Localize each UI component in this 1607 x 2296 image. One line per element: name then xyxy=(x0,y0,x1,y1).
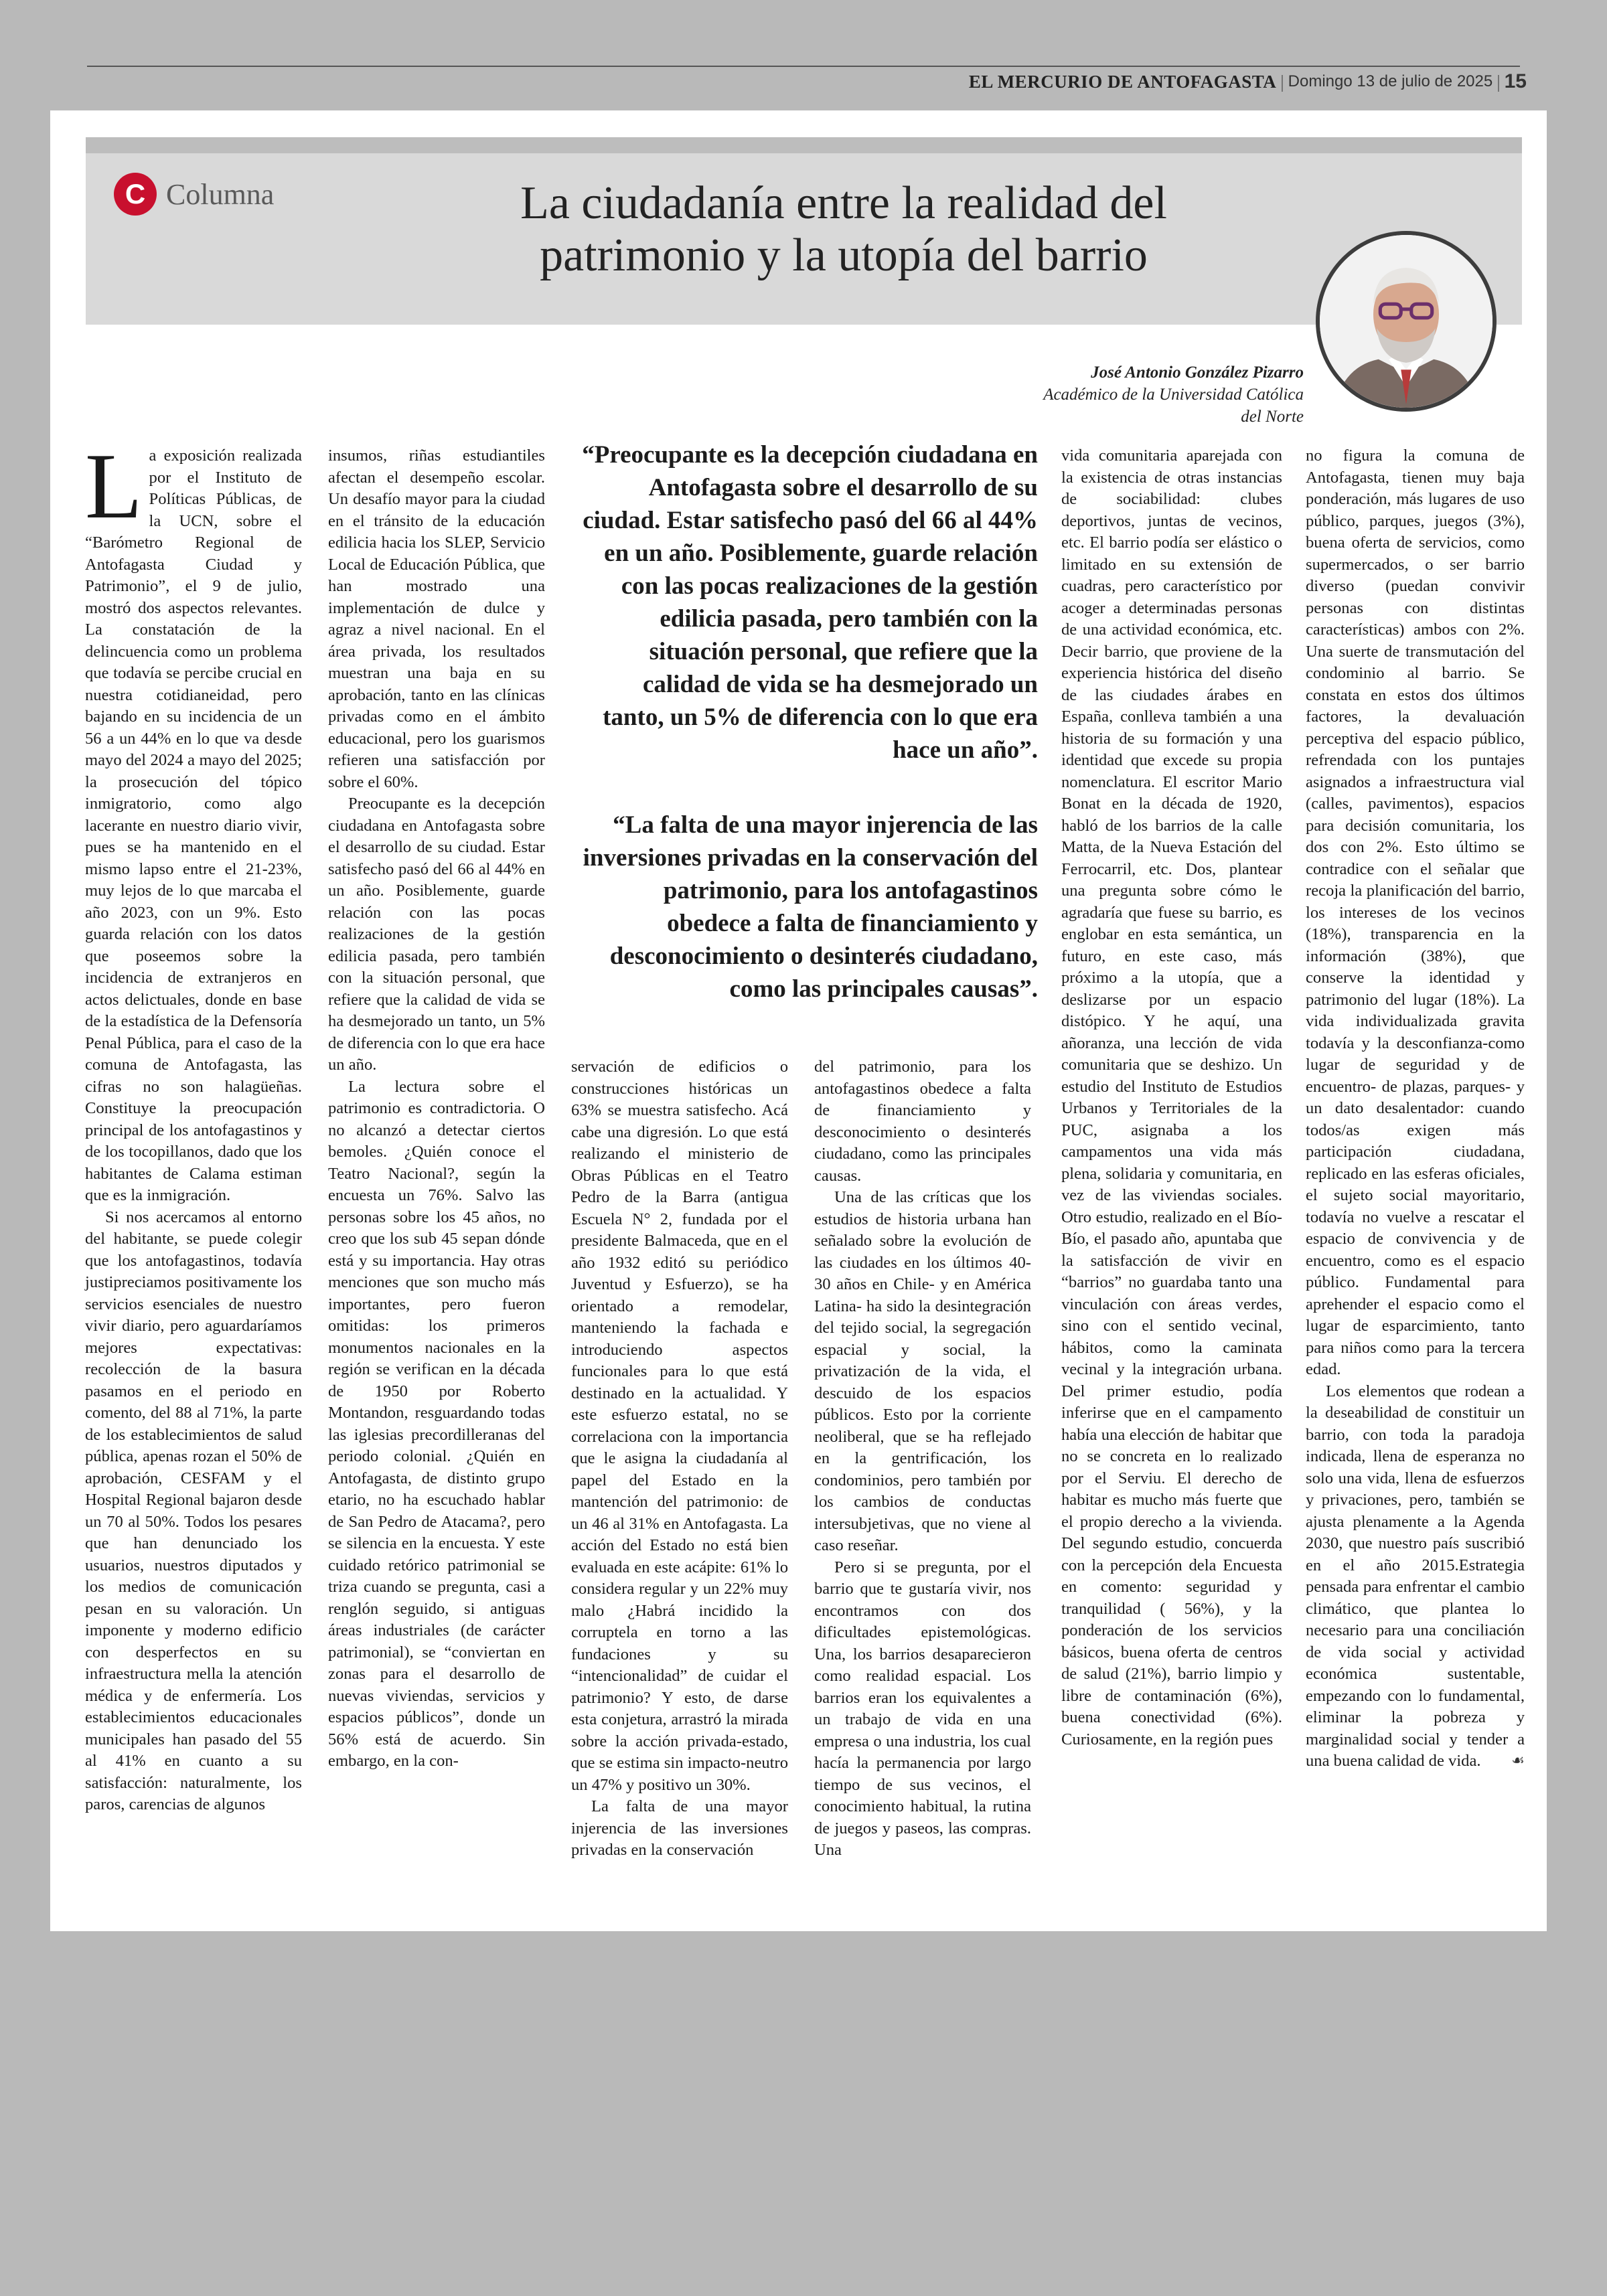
headline-line-1: La ciudadanía entre la realidad del xyxy=(520,177,1167,229)
headline xyxy=(375,177,1312,282)
masthead xyxy=(969,70,1527,93)
paragraph: servación de edificios o construcciones históricas un 63% se muestra satisfecho. Acá cabe una digresión. Lo que está realizando el ministerio de Obras Públicas en el Teatro Pedro de la Barra (antigua Escuela N° 2, fundada por el presidente Balmaceda, que en el año 1932 editó su periódico Juventud y Esfuerzo), se ha orientado a remodelar, manteniendo la fachada e introduciendo aspectos funcionales para lo que está destinado en la actualidad. Y este esfuerzo estatal, no se correlaciona con la importancia que le asigna la ciudadanía al papel del Estado en la mantención del patrimonio: de un 46 al 31% en Antofagasta. La acción del Estado no está bien evaluada en este acápite: 61% lo considera regular y un 22% muy malo ¿Habrá incidido la corruptela en torno a las fundaciones y su “intencionalidad” de cuidar el patrimonio? Y esto, de darse esta conjetura, arrastró la mirada sobre la acción privada-estado, que se estima sin impacto-neutro un 47% y positivo un 30%. xyxy=(571,1058,788,1794)
section-label: Columna xyxy=(166,177,275,211)
article-column-3 xyxy=(571,1056,788,1862)
paragraph: La falta de una mayor injerencia de las inversiones privadas en la conservación xyxy=(571,1797,788,1859)
end-of-article-icon: ☙ xyxy=(1511,1752,1525,1769)
paragraph: no figura la comuna de Antofagasta, tienen muy baja ponderación, más lugares de uso público, parques, juegos (3%), buena oferta de servicios, como supermercados, o ser barrio diverso (puedan convivir personas con distintas características) ambos con 2%. Una suerte de transmutación del condominio al barrio. Se constata en estos dos últimos factores, la devaluación perceptiva del espacio público, refrendada con los puntajes asignados a infraestructura vial (calles, pavimentos), espacios para decisión comunitaria, los dos con 2%. Esto último se contradice con el señalar que recoja la planificación del barrio, los intereses de los vecinos (18%), transparencia en la información (38%), que conserve la identidad y patrimonio del lugar (18%). La vida individualizada gravita todavía y la desconfianza-como lugar de seguridad y de encuentro- de plazas, parques- y un dato desalentador: cuando todos/as exigen más participación ciudadana, replicado en las esferas oficiales, el sujeto social mayoritario, todavía no vuelve a rescatar el espacio de convivencia y de encuentro, como es el espacio público. Fundamental para aprehender el espacio como el lugar de esparcimiento, tanto para niños como para la tercera edad. xyxy=(1306,446,1525,1378)
title-band-top-strip xyxy=(86,137,1522,153)
newspaper-name: EL MERCURIO DE ANTOFAGASTA xyxy=(968,71,1277,92)
paragraph: del patrimonio, para los antofagastinos obedece a falta de financiamiento y desconocimiento o desinterés ciudadano, como las principales causas. xyxy=(814,1058,1031,1185)
section-tag xyxy=(114,173,274,216)
paragraph: Preocupante es la decepción ciudadana en Antofagasta sobre el desarrollo de su ciudad. Estar satisfecho pasó del 66 al 44% en un año. Posiblemente, guarde relación con las pocas realizaciones de la gestión edilicia pasada, pero también con la situación personal, que refiere que la calidad de vida se ha desmejorado un tanto, un 5% de diferencia con lo que era hace un año. xyxy=(328,795,545,1074)
paragraph-text: Los elementos que rodean a la deseabilidad de constituir un barrio, con toda la paradoja indicada, llena de esperanza no solo una vida, llena de esfuerzos y privaciones, pero, también se ajusta plenamente a la Agenda 2030, que nuestro país suscribió en el año 2015.Estrategia pensada para enfrentar el cambio climático, que plantea lo necesario para una conciliación de vida social y actividad económica sustentable, empezando con lo fundamental, eliminar la pobreza y marginalidad social y tender a una buena calidad de vida. xyxy=(1306,1382,1525,1770)
drop-cap: L xyxy=(85,434,143,538)
article-column-2 xyxy=(328,445,545,1773)
paragraph: Una de las críticas que los estudios de historia urbana han señalado sobre la evolución de las ciudades en los últimos 40-30 años en Chile- y en América Latina- ha sido la desintegración del tejido social, la segregación espacial y social, la privatización de la vida, el descuido de los espacios públicos. Esto por la corriente neoliberal, que se ha reflejado en la gentrificación, los condominios, pero también por los cambios de conductas intersubjetivas, que no viene al caso reseñar. xyxy=(814,1188,1031,1554)
paragraph-text: a exposición realizada por el Instituto de Políticas Públicas, de la UCN, sobre el “Barómetro Regional de Antofagasta Ciudad y Patrimonio”, el 9 de julio, mostró dos aspectos relevantes. La constatación de la delincuencia como un problema que todavía se percibe crucial en nuestra cotidianeidad, pero bajando en su incidencia de un 56 a un 44% en lo que va desde mayo del 2024 a mayo del 2025; la prosecución del tópico inmigratorio, como algo lacerante en nuestro diario vivir, pues se ha mantenido en el mismo lapso entre el 21-23%, muy lejos de lo que marcaba el año 2023, con un 9%. Esto guarda relación con los datos que poseemos sobre la incidencia de extranjeros en actos delictuales, donde en base de la estadística de la Defensoría Penal Pública, para el caso de la comuna de Antofagasta, las cifras no son halagüeñas. Constituye la preocupación principal de los antofagastinos y de los tocopillanos, dado que los habitantes de Calama estiman que es la inmigración. xyxy=(85,446,302,1204)
paragraph: Si nos acercamos al entorno del habitante, se puede colegir que los antofagastinos, todavía justipreciamos positivamente los servicios esenciales de nuestro vivir diario, pero aguardaríamos mejores expectativas: recolección de la basura pasamos en el periodo en comento, del 88 al 71%, la parte de los establecimientos de salud pública, apenas rozan el 50% de aprobación, CESFAM y el Hospital Regional bajaron desde un 70 al 50%. Todos los pesares que han denunciado los usuarios, nuestros diputados y los medios de comunicación pesan en su valoración. Un imponente y moderno edificio con desperfectos en su infraestructura mella la atención médica y de enfermería. Los establecimientos educacionales municipales han pasado del 55 al 41% en cuanto a su satisfacción: naturalmente, los paros, carencias de algunos xyxy=(85,1208,302,1813)
paragraph: vida comunitaria aparejada con la existencia de otras instancias de sociabilidad: clubes deportivos, juntas de vecinos, etc. El barrio podía ser elástico o limitado en su extensión de cuadras, pero característico por acoger a determinadas personas de una actividad económica, etc. Decir barrio, que proviene de la experiencia histórica del diseño de las ciudades árabes en España, conlleva también a una historia de su formación y una identidad que excede su propia nomenclatura. El escritor Mario Bonat en la década de 1920, habló de los barrios de la calle Matta, de la Nueva Estación del Ferrocarril, etc. Dos, plantear una pregunta sobre cómo le agradaría que fuese su barrio, es englobar en esta semántica, un futuro, en este caso, más próximo a la utopía, que a deslizarse por un espacio distópico. Y he aquí, una añoranza, una lección de vida comunitaria que se deshizo. Un estudio del Instituto de Estudios Urbanos y Territoriales de la PUC, asignaba a los campamentos una vida más plena, solidaria y comunitaria, en vez de las viviendas sociales. Otro estudio, realizado en el Bío-Bío, el pasado año, apuntaba que la satisfacción de vivir en “barrios” no guardaba tanto una vinculación con áreas verdes, sino con el sentido vecinal, hábitos, como la caminata vecinal y la integración urbana. Del primer estudio, podía inferirse que en el campamento había una elección de habitar que no se concreta en lo realizado por el Serviu. El derecho de habitar es mucho más fuerte que el propio derecho a la vivienda. Del segundo estudio, concuerda con la percepción dela Encuesta en comento: seguridad y tranquilidad ( 56%), y la ponderación de los servicios básicos, buena oferta de centros de salud (21%), barrio limpio y libre de contaminación (6%), buena conectividad (6%). Curiosamente, en la región pues xyxy=(1061,446,1282,1748)
masthead-separator: | xyxy=(1497,71,1501,92)
paragraph xyxy=(1306,1381,1525,1773)
pull-quote-2: “La falta de una mayor injerencia de las inversiones privadas en la conservación del patrimonio, para los antofagastinos obedece a falta de financiamiento y desconocimiento o desinterés ciudadano, como las principales causas”. xyxy=(583,811,1038,1003)
article-column-4 xyxy=(814,1056,1031,1862)
article-column-6 xyxy=(1306,445,1525,1773)
author-name: José Antonio González Pizarro xyxy=(1091,363,1304,382)
headline-line-2: patrimonio y la utopía del barrio xyxy=(540,230,1148,281)
author-role-line-1: Académico de la Universidad Católica xyxy=(1043,386,1304,404)
paragraph: Pero si se pregunta, por el barrio que te gustaría vivir, nos encontramos con dos dificultades epistemológicas. Una, los barrios desaparecieron como realidad espacial. Los barrios eran los equivalentes a un trabajo de vida en una empresa o una industria, los cual hacía la permanencia por largo tiempo de sus vecinos, el conocimiento habitual, la rutina de juegos y paseos, las compras. Una xyxy=(814,1558,1031,1859)
masthead-separator: | xyxy=(1280,71,1284,92)
issue-date: Domingo 13 de julio de 2025 xyxy=(1288,72,1493,90)
article-column-1 xyxy=(85,434,302,1816)
author-portrait-illustration xyxy=(1320,235,1493,408)
section-column-icon: C xyxy=(114,173,157,216)
paragraph: insumos, riñas estudiantiles afectan el desempeño escolar. Un desafío mayor para la ciudad en el tránsito de la educación edilicia hacia los SLEP, Servicio Local de Educación Pública, que han mostrado una implementación de dulce y agraz a nivel nacional. En el área privada, los resultados muestran una baja en su aprobación, tanto en las clínicas privadas como en el ámbito educacional, pero los guarismos refieren una satisfacción por sobre el 60%. xyxy=(328,446,545,791)
pull-quote-1: “Preocupante es la decepción ciudadana en Antofagasta sobre el desarrollo de su ciudad. Estar satisfecho pasó del 66 al 44% en un año. Posiblemente, guarde relación con las pocas realizaciones de la gestión edilicia pasada, pero también con la situación personal, que refiere que la calidad de vida se ha desmejorado un tanto, un 5% de diferencia con lo que era hace un año”. xyxy=(582,441,1038,764)
byline xyxy=(1043,361,1304,428)
article-column-5 xyxy=(1061,445,1282,1750)
author-portrait xyxy=(1316,231,1497,412)
page-number: 15 xyxy=(1504,70,1527,92)
paragraph: La lectura sobre el patrimonio es contradictoria. O no alcanzó a detectar ciertos bemoles. ¿Quién conoce el Teatro Nacional?, según la encuesta un 76%. Salvo las personas sobre los 45 años, no creo que los sub 45 sepan dónde está y su importancia. Hay otras menciones que son mucho más importantes, pero fueron omitidas: los primeros monumentos nacionales en la región se verifican en la década de 1950 por Roberto Montandon, resguardando todas las iglesias precordilleranas del periodo colonial. ¿Quién en Antofagasta, de distinto grupo etario, no ha escuchado hablar de San Pedro de Atacama?, pero se silencia en la encuesta. Y este cuidado retórico patrimonial se triza cuando se pregunta, casi a renglón seguido, si antiguas áreas industriales (de carácter patrimonial), se “conviertan en zonas para el desarrollo de nuevas viviendas, servicios y espacios públicos”, donde un 56% está de acuerdo. Sin embargo, en la con- xyxy=(328,1077,545,1770)
author-role-line-2: del Norte xyxy=(1241,408,1304,426)
paragraph xyxy=(85,434,302,1207)
